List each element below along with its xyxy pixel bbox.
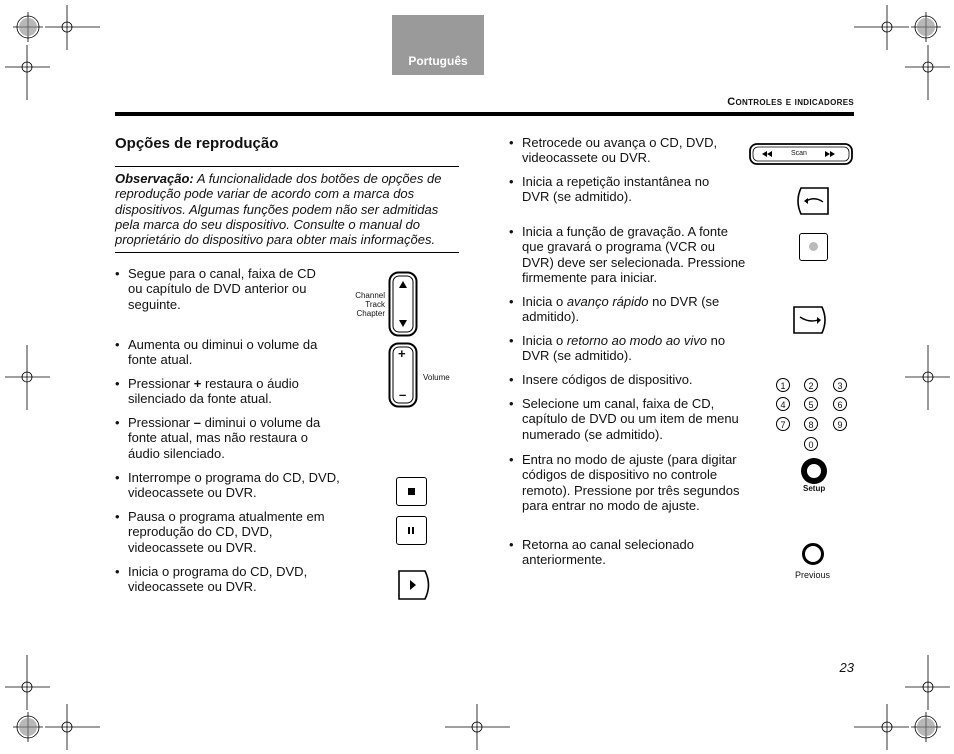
volume-minus-label: – — [399, 387, 407, 402]
list-item: • Pressionar + restaura o áudio silenciado da fonte atual. — [115, 376, 343, 407]
note-label: Observação: — [115, 171, 194, 186]
keypad-key-6[interactable]: 6 — [833, 397, 847, 411]
list-item: • Aumenta ou diminui o volume da fonte atual. — [115, 337, 343, 368]
skip-to-live-button[interactable] — [792, 305, 830, 335]
list-item: • Inicia a função de gravação. A fonte que gravará o programa (VCR ou DVR) deve ser selecionada. Pressione firmemente para iniciar. — [509, 224, 749, 285]
setup-button[interactable] — [801, 458, 827, 484]
channel-rocker-button[interactable] — [388, 271, 418, 337]
list-item: • Inicia a repetição instantânea no DVR (se admitido). — [509, 174, 739, 205]
previous-label: Previous — [795, 570, 831, 580]
keypad-key-4[interactable]: 4 — [776, 397, 790, 411]
list-item: • Retrocede ou avança o CD, DVD, videocassete ou DVR. — [509, 135, 739, 166]
keypad-key-0[interactable]: 0 — [804, 437, 818, 451]
list-item: • Inicia o retorno ao modo ao vivo no DVR (se admitido). — [509, 333, 749, 364]
list-item: • Insere códigos de dispositivo. — [509, 372, 739, 387]
list-item: • Pausa o programa atualmente em reprodução do CD, DVD, videocassete ou DVR. — [115, 509, 347, 555]
list-item: • Inicia o programa do CD, DVD, videocassete ou DVR. — [115, 564, 343, 595]
keypad-key-5[interactable]: 5 — [804, 397, 818, 411]
rocker-label — [350, 291, 385, 318]
keypad-key-3[interactable]: 3 — [833, 378, 847, 392]
setup-label: Setup — [803, 484, 826, 493]
pause-button[interactable] — [396, 516, 427, 545]
volume-plus-label: + — [398, 346, 406, 361]
language-tab: Português — [392, 15, 484, 75]
scan-label: Scan — [791, 150, 807, 157]
list-item: • Selecione um canal, faixa de CD, capítulo de DVD ou um item de menu numerado (se admitido). — [509, 396, 739, 442]
record-icon — [809, 242, 818, 251]
volume-label: Volume — [423, 373, 450, 382]
stop-button[interactable] — [396, 477, 427, 506]
play-button[interactable] — [397, 569, 434, 601]
section-title: Controles e indicadores — [727, 96, 854, 108]
record-button[interactable] — [799, 233, 828, 261]
keypad-key-2[interactable]: 2 — [804, 378, 818, 392]
keypad-key-7[interactable]: 7 — [776, 417, 790, 431]
list-item: • Inicia o avanço rápido no DVR (se admitido). — [509, 294, 739, 325]
note — [115, 171, 465, 247]
list-item: • Pressionar – diminui o volume da fonte atual, mas não restaura o áudio silenciado. — [115, 415, 343, 461]
previous-button[interactable] — [802, 543, 824, 565]
pause-icon — [408, 527, 410, 534]
keypad-key-8[interactable]: 8 — [804, 417, 818, 431]
rocker-label-line: Chapter — [356, 309, 385, 318]
note-text: A funcionalidade dos botões de opções de reprodução pode variar de acordo com a marca dos dispositivos. Algumas funções podem não ser admitidas pela marca do seu dispositivo. Consulte o manual do proprietário do dispositivo para obter mais informações. — [115, 171, 442, 248]
divider — [115, 252, 459, 253]
rocker-label-line: Channel — [355, 291, 385, 300]
list-item: • Entra no modo de ajuste (para digitar códigos de dispositivo no controle remoto). Pressione por três segundos para entrar no modo de ajuste. — [509, 452, 749, 513]
divider — [115, 166, 459, 167]
keypad-key-9[interactable]: 9 — [833, 417, 847, 431]
instant-replay-button[interactable] — [795, 186, 831, 216]
rocker-label-line: Track — [365, 300, 385, 309]
pause-icon-bar — [412, 527, 414, 534]
header-rule — [115, 112, 854, 116]
list-item: • Segue para o canal, faixa de CD ou capítulo de DVD anterior ou seguinte. — [115, 266, 330, 312]
page-number: 23 — [839, 660, 854, 675]
keypad-key-1[interactable]: 1 — [776, 378, 790, 392]
list-item: • Interrompe o programa do CD, DVD, videocassete ou DVR. — [115, 470, 343, 501]
list-item: • Retorna ao canal selecionado anteriormente. — [509, 537, 739, 568]
stop-icon — [408, 488, 415, 495]
page-heading: Opções de reprodução — [115, 135, 279, 152]
